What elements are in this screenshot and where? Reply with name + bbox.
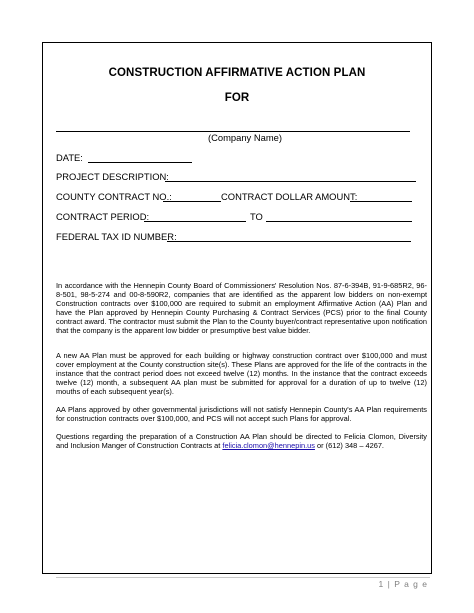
footer-divider (56, 577, 430, 578)
federal-tax-id-label: FEDERAL TAX ID NUMBER: (56, 231, 177, 242)
contract-dollar-amount-label: CONTRACT DOLLAR AMOUNT: (221, 191, 358, 202)
date-field[interactable] (88, 162, 192, 163)
contract-period-to-label: TO (250, 211, 263, 222)
project-description-field[interactable] (165, 181, 416, 182)
contract-dollar-amount-field[interactable] (350, 201, 412, 202)
document-title: CONSTRUCTION AFFIRMATIVE ACTION PLAN (108, 67, 366, 79)
paragraph-questions (56, 432, 427, 450)
county-contract-no-label: COUNTY CONTRACT NO.: (56, 191, 172, 202)
paragraph-resolution: In accordance with the Hennepin County Board of Commissioners' Resolution Nos. 87-6-394B, 91-9-685R2, 96-8-501, 98-5-274 and 00-8-590R2, companies that are identified as the apparent low bidders on non-exempt Construction contracts over $100,000 are required to submit an employment Affirmative Action (AA) Plan and have the Plan approved by Hennepin County Purchasing & Contract Services (PCS) prior to the final County contract award. The contractor must submit the Plan to the County buyer/contract representative upon notification that the company is the apparent low bidder or presumptive best value bidder. (56, 281, 427, 336)
county-contract-no-field[interactable] (163, 201, 221, 202)
contract-period-to-field[interactable] (266, 221, 412, 222)
phone-text: or (612) 348 – 4267. (314, 441, 384, 451)
contract-period-label: CONTRACT PERIOD: (56, 211, 150, 222)
company-name-label: (Company Name) (208, 132, 282, 143)
paragraph-other-jurisdictions: AA Plans approved by other governmental jurisdictions will not satisfy Hennepin County's AA Plan requirements for construction contracts over $100,000, and PCS will not accept such Plans for approval. (56, 405, 427, 424)
federal-tax-id-field[interactable] (167, 241, 411, 242)
questions-text: Questions regarding the preparation of a Construction AA Plan should be directed to Felicia Clomon, Diversity and Inclusion Manger of Construction Contracts at (56, 432, 427, 451)
contract-period-from-field[interactable] (144, 221, 246, 222)
date-label: DATE: (56, 152, 83, 163)
document-title-for: FOR (224, 92, 250, 104)
email-link[interactable]: felicia.clomon@hennepin.us (222, 441, 315, 451)
paragraph-new-plan: A new AA Plan must be approved for each building or highway construction contract over $100,000 and must cover employment at the County construction site(s). These Plans are approved for the life of the contracts in the instance that the contract period does not exceed twelve (12) months. In the instance that the contract exceeds twelve (12) month, a subsequent AA plan must be submitted for approval for a duration of up to twelve (12) mouths of each subsequent year(s). (56, 351, 427, 397)
page-number: 1 | P a g e (378, 579, 428, 589)
project-description-label: PROJECT DESCRIPTION: (56, 171, 169, 182)
